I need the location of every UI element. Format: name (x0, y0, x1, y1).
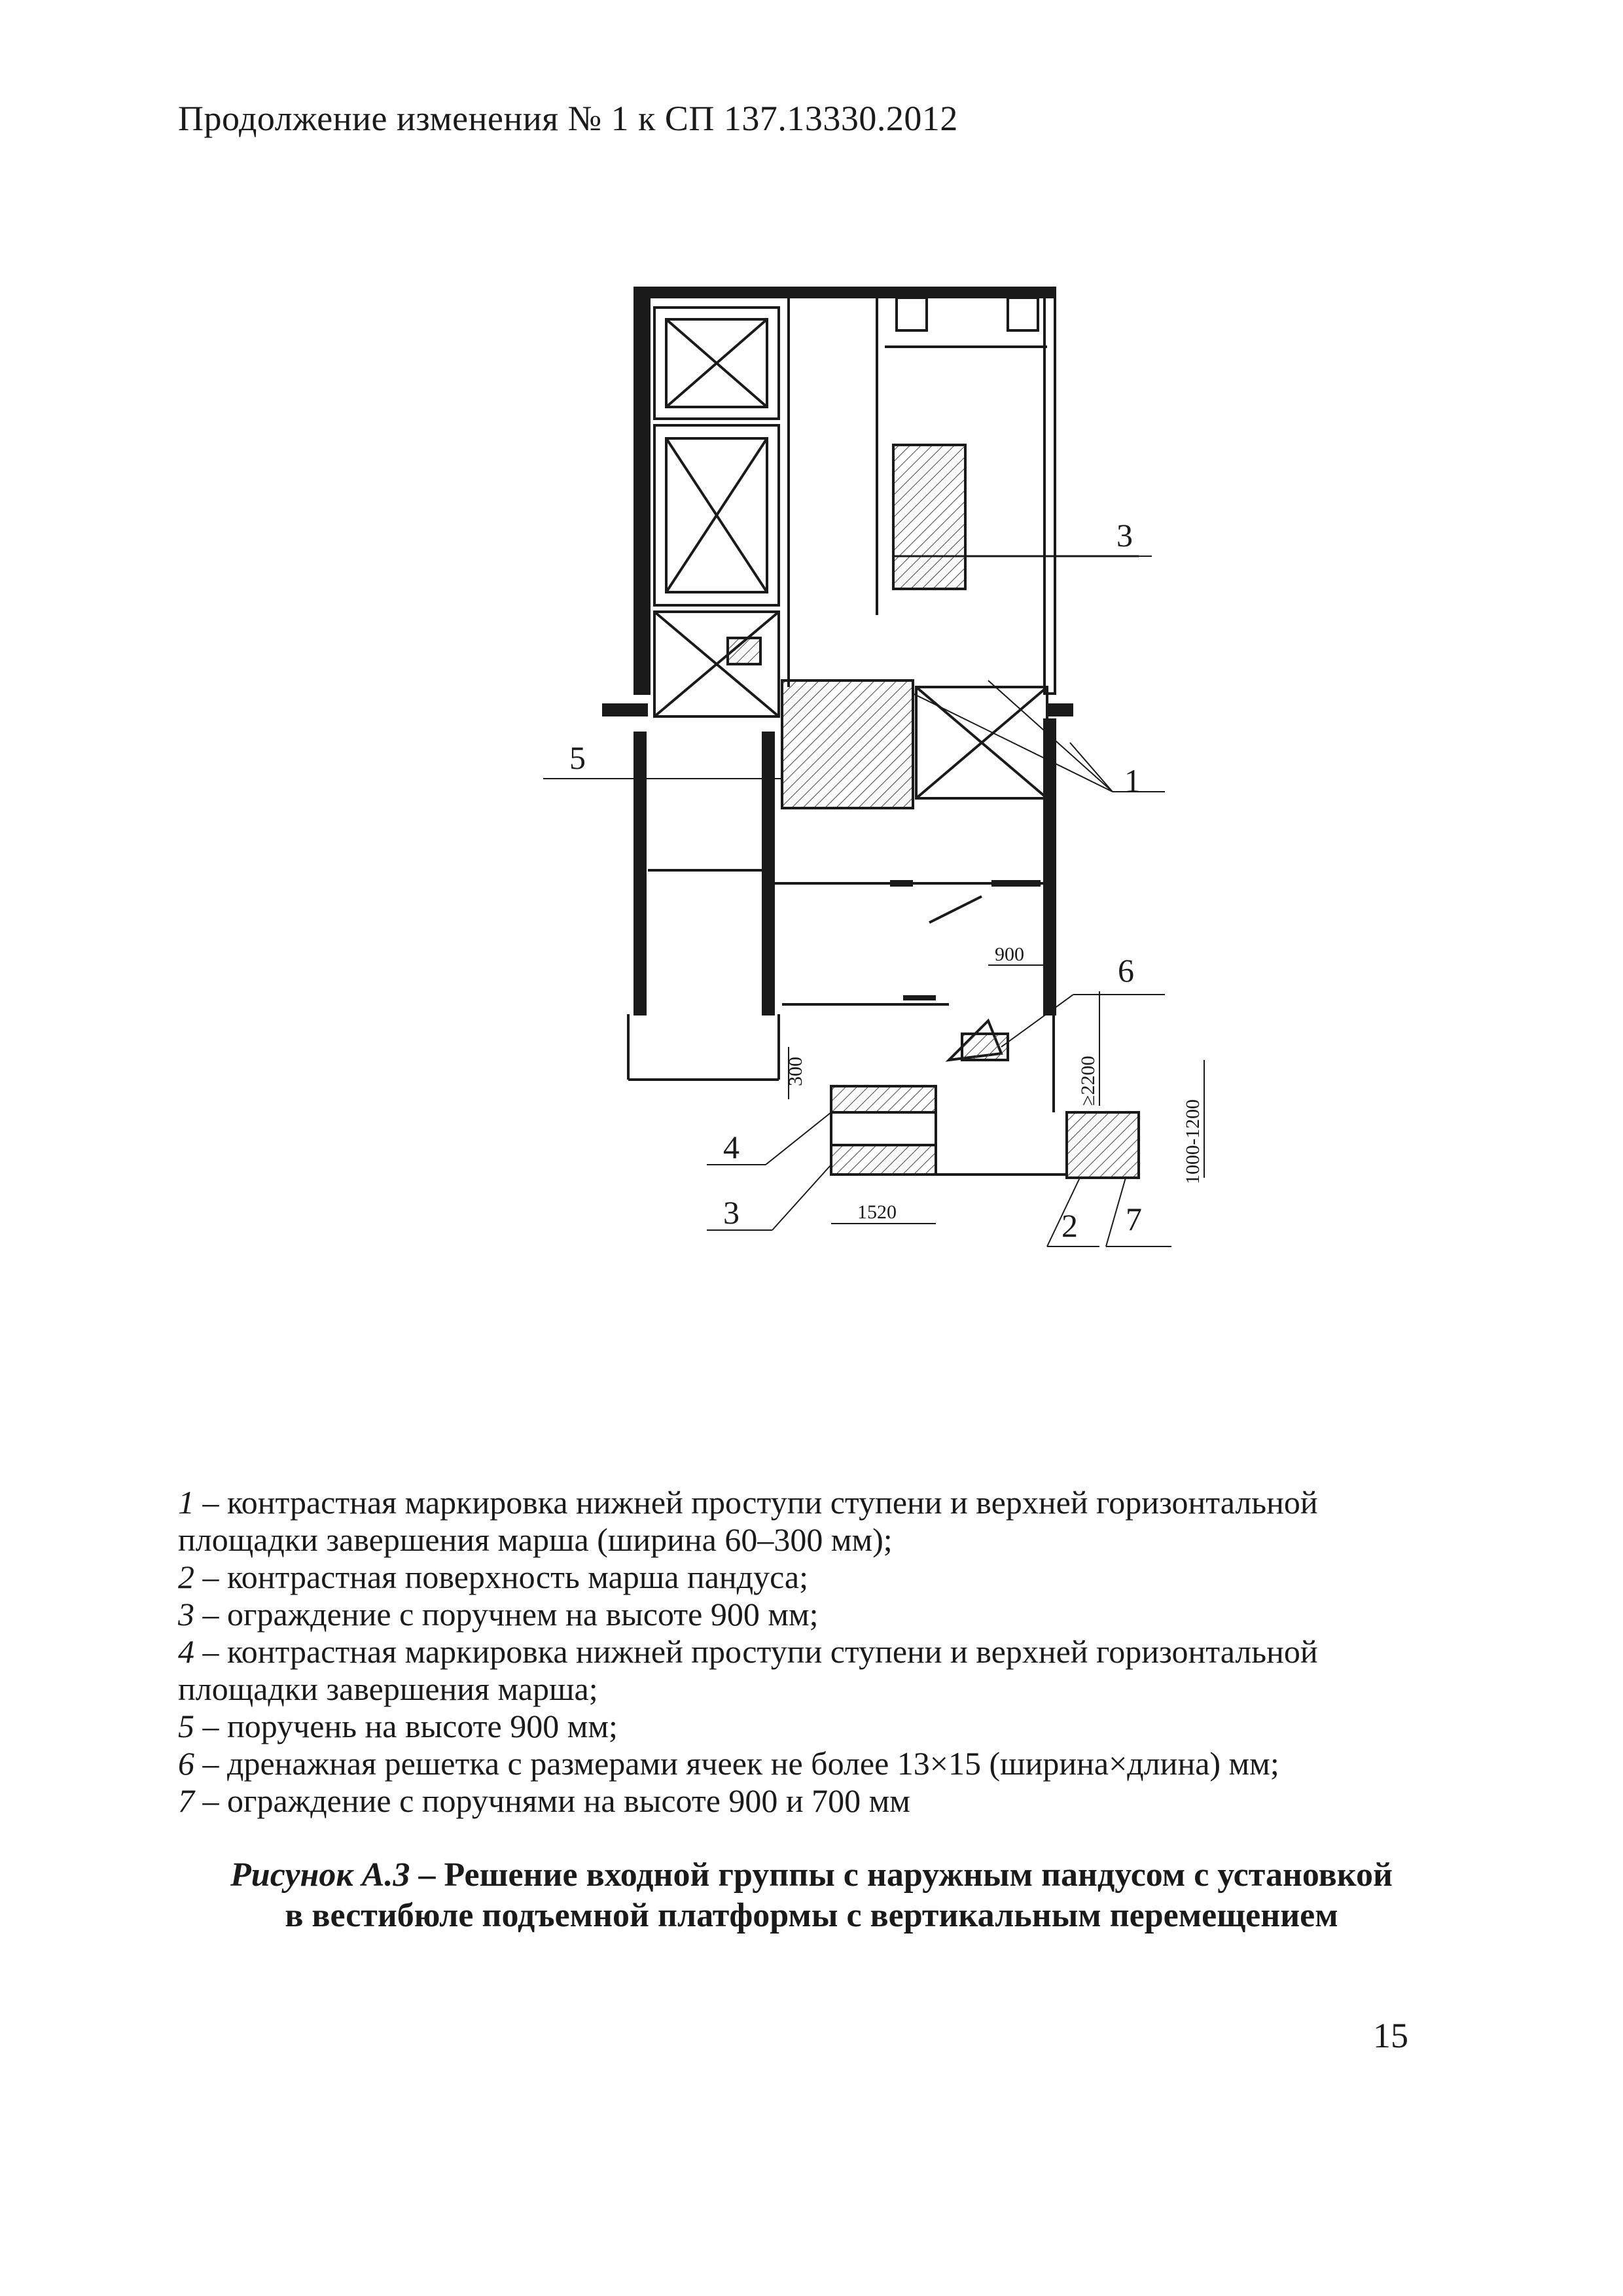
dimension-900: 900 (995, 944, 1024, 965)
callout-2: 2 (1061, 1207, 1078, 1244)
callout-3-bottom: 3 (723, 1194, 740, 1231)
ramp-right (1067, 1112, 1139, 1178)
page-number: 15 (1373, 2016, 1408, 2055)
dimension-1000-1200: 1000-1200 (1182, 1099, 1204, 1184)
page-header: Продолжение изменения № 1 к СП 137.13330.2012 (178, 99, 958, 138)
legend-item: 1 – контрастная маркировка нижней проступи ступени и верхней горизонтальной (178, 1484, 1318, 1521)
figure-caption (131, 1855, 1492, 1936)
stair-center (782, 680, 913, 808)
callout-4: 4 (723, 1129, 740, 1165)
caption-line-2: в вестибюле подъемной платформы с вертикальным перемещением (285, 1897, 1338, 1934)
legend-item: 4 – контрастная маркировка нижней проступи ступени и верхней горизонтальной (178, 1633, 1318, 1670)
legend (178, 1484, 1487, 1820)
wall-left-top (635, 288, 649, 694)
stair-upper (893, 445, 965, 589)
figure-label: Рисунок А.3 (230, 1856, 410, 1894)
callout-1: 1 (1124, 762, 1141, 799)
dimension-1520: 1520 (857, 1201, 897, 1223)
callout-7: 7 (1126, 1201, 1142, 1237)
callout-5: 5 (569, 739, 586, 776)
legend-item: 3 – ограждение с поручнем на высоте 900 мм; (178, 1596, 819, 1633)
legend-item: 6 – дренажная решетка с размерами ячеек не более 13×15 (ширина×длина) мм; (178, 1745, 1279, 1782)
drain-grate-2 (962, 1034, 1008, 1060)
callout-6: 6 (1118, 952, 1134, 989)
legend-item: площадки завершения марша (ширина 60–300 мм); (178, 1521, 893, 1558)
callout-3-top: 3 (1116, 517, 1133, 554)
dimension-300: 300 (785, 1057, 806, 1086)
wall-top (635, 288, 1054, 297)
legend-item: площадки завершения марша; (178, 1670, 598, 1707)
legend-item: 5 – поручень на высоте 900 мм; (178, 1708, 618, 1744)
drain-grate-1 (728, 638, 760, 664)
legend-item: 7 – ограждение с поручнями на высоте 900 и 700 мм (178, 1782, 910, 1819)
caption-line-1: – Решение входной группы с наружным пандусом с установкой (410, 1856, 1393, 1894)
legend-item: 2 – контрастная поверхность марша пандуса; (178, 1559, 808, 1595)
dimension-2200: ≥2200 (1077, 1055, 1099, 1106)
wall-right-top (1044, 288, 1055, 694)
